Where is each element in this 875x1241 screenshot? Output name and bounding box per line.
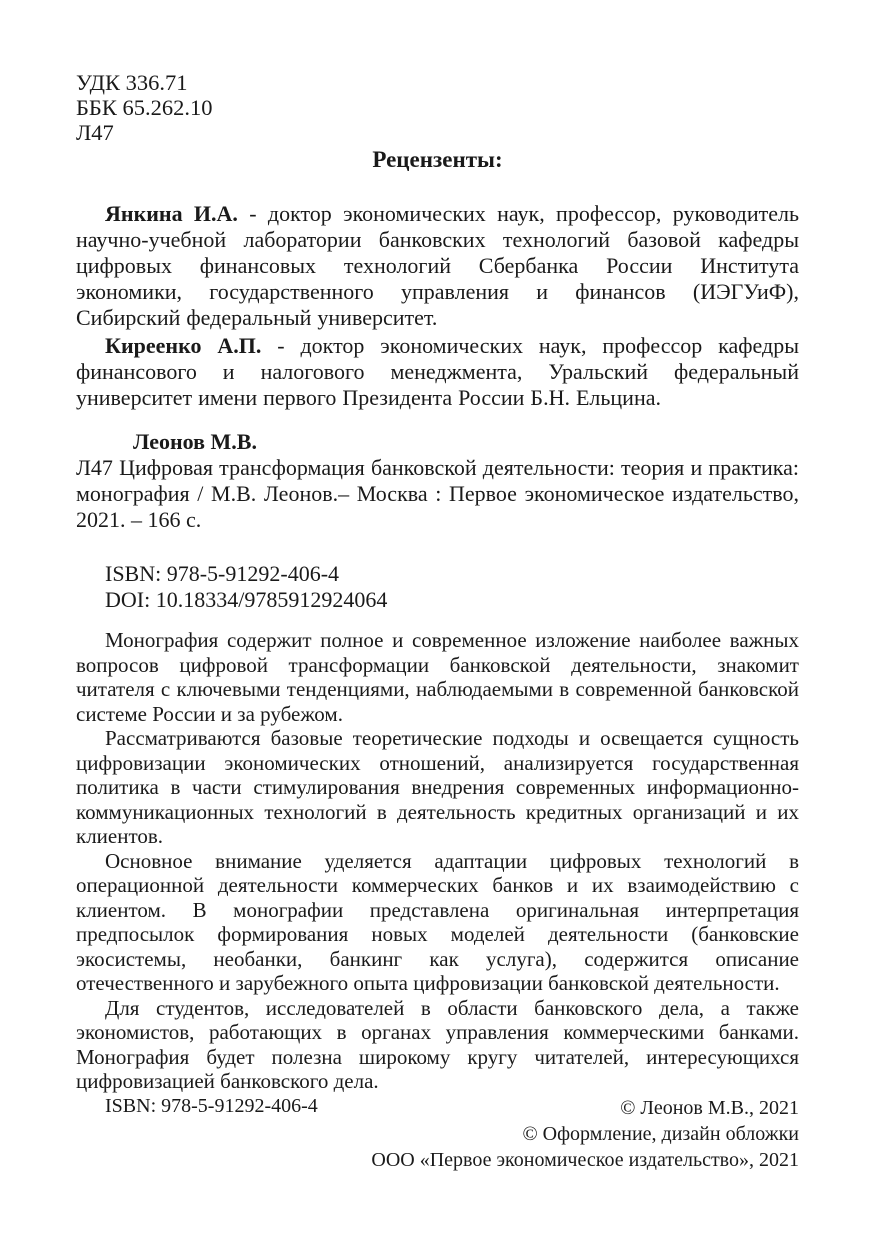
annotation-paragraph: Монография содержит полное и современное изложение наиболее важных вопросов цифровой трансформации банковской деятельности, знакомит читателя с ключевыми тенденциями, наблюдаемыми в современной банковской системе России и за рубежом.: [76, 628, 799, 726]
footer-isbn: ISBN: 978-5-91292-406-4: [105, 1095, 318, 1117]
annotation-paragraph: Основное внимание уделяется адаптации цифровых технологий в операционной деятельности коммерческих банков и их взаимодействию с клиентом. В монографии представлена оригинальная интерпретация предпосылок формирования новых моделей деятельности (банковские экосистемы, необанки, банкинг как услуга), содержится описание отечественного и зарубежного опыта цифровизации банковской деятельности.: [76, 848, 799, 995]
reviewer-description: - доктор экономических наук, профессор кафедры финансового и налогового менеджмента, Уральский федеральный университет имени первого Президента России Б.Н. Ельцина.: [76, 333, 799, 410]
identifiers: [105, 561, 387, 613]
annotation-paragraph: Для студентов, исследователей в области банковского дела, а также экономистов, работающих в органах управления коммерческими банками. Монография будет полезна широкому кругу читателей, интересующихся цифровизацией банковского дела.: [76, 995, 799, 1093]
bibliographic-author: Леонов М.В.: [133, 429, 257, 454]
copyright-block: [371, 1095, 799, 1173]
udk-code: УДК 336.71: [76, 70, 188, 95]
reviewer-name: Киреенко А.П.: [105, 333, 262, 358]
annotation-paragraph: Рассматриваются базовые теоретические подходы и освещается сущность цифровизации экономических отношений, анализируется государственная политика в части стимулирования внедрения современных информационно-коммуникационных технологий в деятельность кредитных организаций и их клиентов.: [76, 726, 799, 848]
bibliographic-entry: Л47 Цифровая трансформация банковской деятельности: теория и практика: монография / М.В. Леонов.– Москва : Первое экономическое издательство, 2021. – 166 с.: [76, 455, 799, 532]
reviewer-entry: [76, 201, 799, 331]
isbn-number: ISBN: 978-5-91292-406-4: [105, 561, 340, 586]
copyright-publisher: ООО «Первое экономическое издательство», 2021: [371, 1149, 799, 1171]
copyright-design: © Оформление, дизайн обложки: [522, 1123, 799, 1145]
reviewer-name: Янкина И.А.: [105, 201, 238, 226]
doi-number: DOI: 10.18334/9785912924064: [105, 587, 388, 612]
author-mark-code: Л47: [76, 120, 114, 145]
annotation: [76, 628, 799, 1094]
bbk-code: ББК 65.262.10: [76, 95, 213, 120]
reviewer-entry: [76, 333, 799, 411]
reviewers-heading: Рецензенты:: [372, 147, 503, 172]
reviewer-description: - доктор экономических наук, профессор, руководитель научно-учебной лаборатории банковских технологий базовой кафедры цифровых финансовых технологий Сбербанка России Института экономики, государственного управления и финансов (ИЭГУиФ), Сибирский федеральный университет.: [76, 201, 799, 330]
copyright-author: © Леонов М.В., 2021: [620, 1097, 799, 1119]
catalog-codes: [76, 70, 212, 145]
